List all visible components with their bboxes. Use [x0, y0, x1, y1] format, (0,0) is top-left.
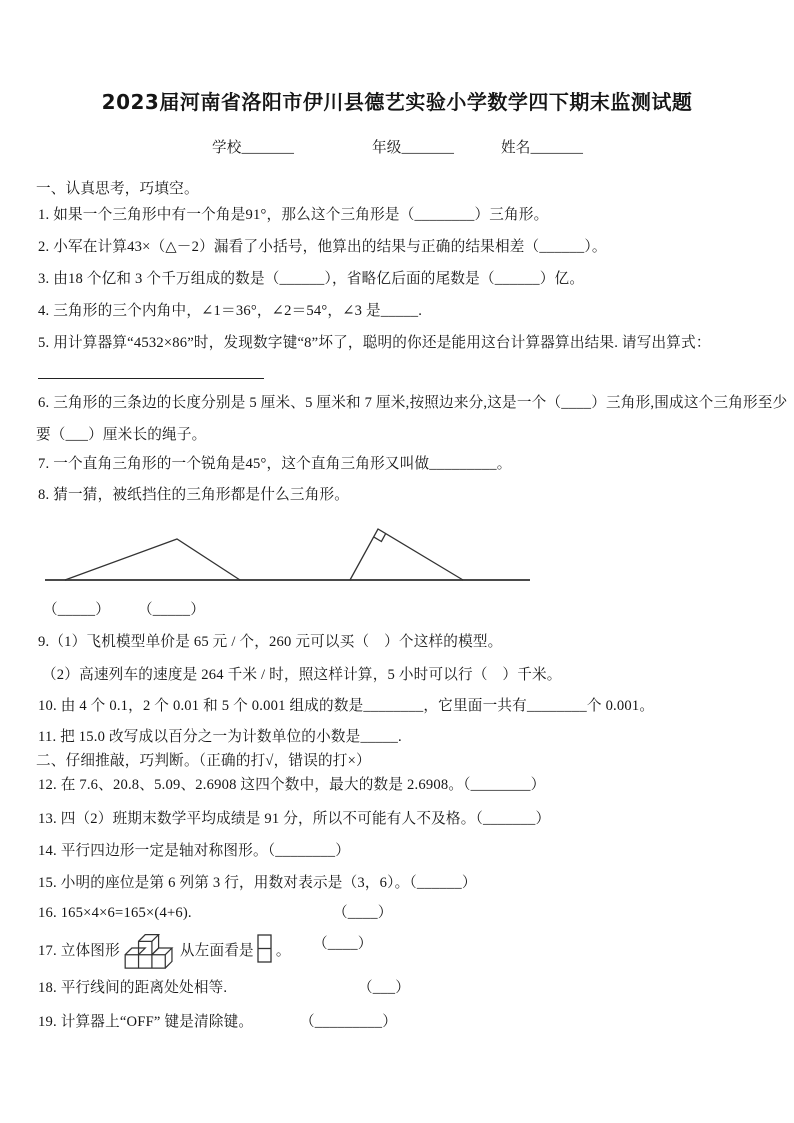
- cube-stack-figure: [123, 928, 177, 970]
- question-8-blank-1: （_____）: [43, 602, 111, 618]
- question-14: 14. 平行四边形一定是轴对称图形。（________）: [38, 843, 351, 859]
- question-4: 4. 三角形的三个内角中，∠1＝36°，∠2＝54°，∠3 是_____.: [38, 303, 423, 319]
- question-8: 8. 猜一猜，被纸挡住的三角形都是什么三角形。: [38, 487, 350, 503]
- question-9-part2: （2）高速列车的速度是 264 千米 / 时，照这样计算，5 小时可以行（ ）千米。: [42, 667, 562, 683]
- question-17-text-mid: 从左面看是: [179, 942, 254, 959]
- question-10: 10. 由 4 个 0.1，2 个 0.01 和 5 个 0.001 组成的数是________，它里面一共有________个 0.001。: [38, 698, 655, 714]
- question-12: 12. 在 7.6、20.8、5.09、2.6908 这四个数中，最大的数是 2.6908。（________）: [38, 777, 546, 793]
- question-15: 15. 小明的座位是第 6 列第 3 行，用数对表示是（3，6）。（______）: [38, 875, 477, 891]
- question-17-period: 。: [275, 942, 291, 959]
- question-19-blank: （_________）: [300, 1014, 398, 1030]
- section2-heading: 二、仔细推敲，巧判断。（正确的打√，错误的打×）: [36, 753, 371, 769]
- question-13: 13. 四（2）班期末数学平均成绩是 91 分，所以不可能有人不及格。（_______）: [38, 811, 551, 827]
- question-6-line2: 要（___）厘米长的绳子。: [36, 427, 207, 443]
- question-3: 3. 由18 个亿和 3 个千万组成的数是（______），省略亿后面的尾数是（______）亿。: [38, 271, 585, 287]
- section1-heading: 一、认真思考，巧填空。: [36, 181, 199, 197]
- obtuse-triangle-outline: [65, 539, 240, 580]
- question-5-answer-line: [38, 362, 264, 379]
- question-16-blank: （____）: [333, 905, 393, 921]
- question-9-part1: 9.（1）飞机模型单价是 65 元 / 个，260 元可以买（ ）个这样的模型。: [38, 634, 503, 650]
- question-17-blank: （____）: [313, 936, 373, 952]
- question-11: 11. 把 15.0 改写成以百分之一为计数单位的小数是_____.: [38, 729, 402, 745]
- cube-front-faces: [125, 955, 165, 968]
- school-field: 学校_______: [212, 140, 295, 156]
- question-17-text-pre: 17. 立体图形: [38, 942, 120, 959]
- question-8-blank-2: （_____）: [138, 602, 206, 618]
- question-7: 7. 一个直角三角形的一个锐角是45°，这个直角三角形又叫做_________。: [38, 456, 512, 472]
- question-17: [38, 926, 291, 972]
- left-view-figure: [257, 933, 273, 965]
- question-5: 5. 用计算器算“4532×86”时，发现数字键“8”坏了，聪明的你还是能用这台计算器算出结果. 请写出算式：: [38, 335, 711, 351]
- question-19: 19. 计算器上“OFF” 键是清除键。: [38, 1014, 254, 1030]
- question-1: 1. 如果一个三角形中有一个角是91°，那么这个三角形是（________）三角形。: [38, 207, 549, 223]
- question-16: 16. 165×4×6=165×(4+6).: [38, 905, 192, 921]
- right-triangle-outline: [350, 529, 463, 580]
- grade-field: 年级_______: [372, 140, 455, 156]
- question-6-line1: 6. 三角形的三条边的长度分别是 5 厘米、5 厘米和 7 厘米,按照边来分,这是一个（____）三角形,围成这个三角形至少: [38, 395, 788, 411]
- hidden-triangles-figure: [40, 515, 540, 585]
- question-18-blank: （___）: [358, 980, 411, 996]
- page-title: 2023届河南省洛阳市伊川县德艺实验小学数学四下期末监测试题: [101, 90, 693, 114]
- question-18: 18. 平行线间的距离处处相等.: [38, 980, 228, 996]
- name-field: 姓名_______: [501, 140, 584, 156]
- question-2: 2. 小军在计算43×（△－2）漏看了小括号，他算出的结果与正确的结果相差（______）。: [38, 239, 607, 255]
